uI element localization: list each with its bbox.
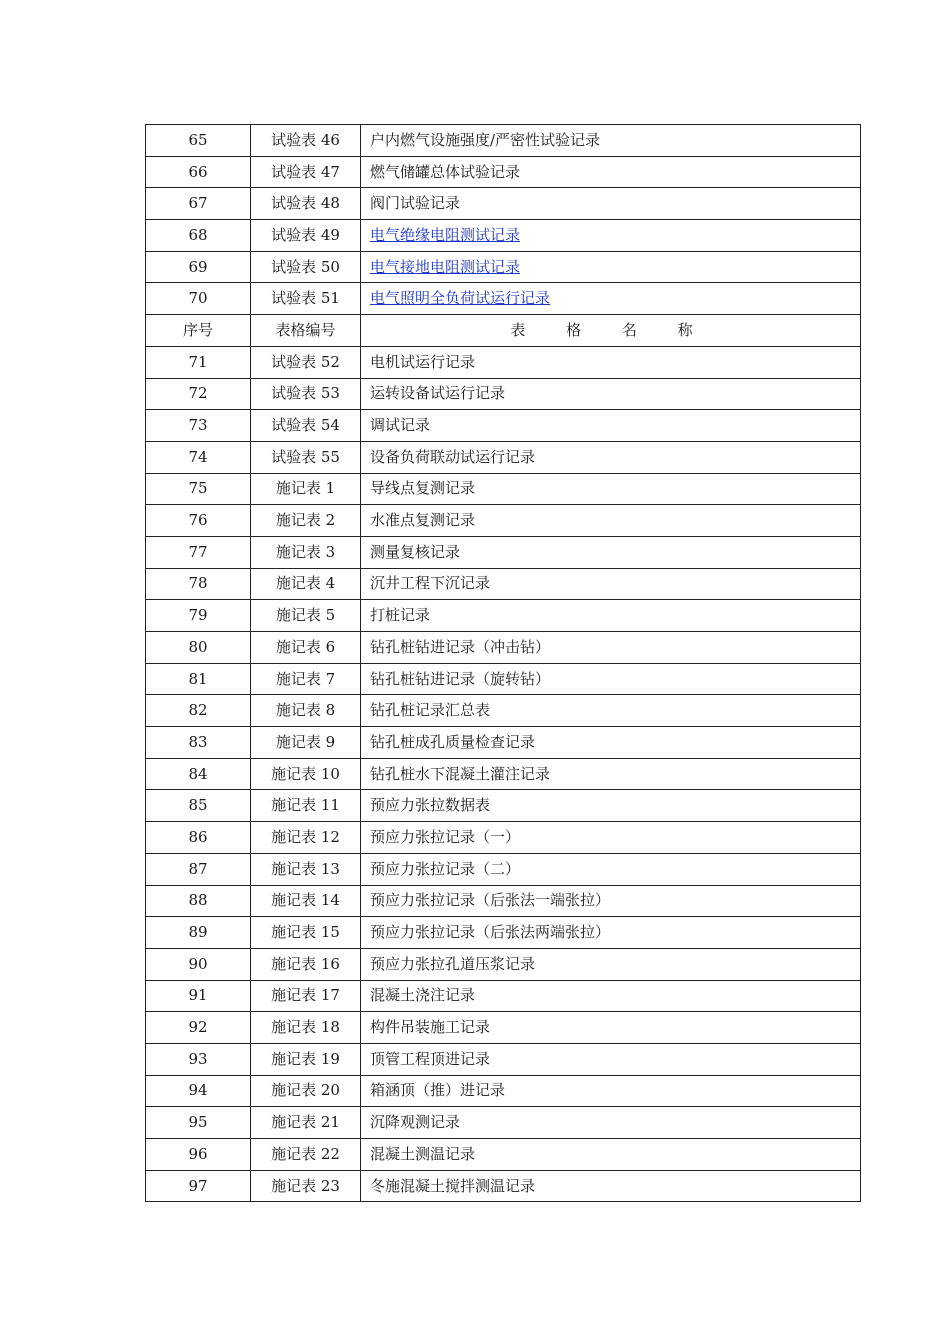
table-body-bottom [146, 346, 861, 1202]
row-form-name: 水准点复测记录 [361, 505, 861, 537]
row-number: 95 [146, 1107, 251, 1139]
row-number: 76 [146, 505, 251, 537]
row-form-code: 施记表 15 [251, 917, 361, 949]
form-name-link[interactable]: 电气接地电阻测试记录 [370, 257, 521, 276]
row-form-code: 试验表 46 [251, 125, 361, 157]
row-form-name: 调试记录 [361, 410, 861, 442]
table-row [146, 1012, 861, 1044]
table-row [146, 188, 861, 220]
row-form-code: 施记表 7 [251, 663, 361, 695]
row-form-name: 预应力张拉数据表 [361, 790, 861, 822]
row-form-name: 阀门试验记录 [361, 188, 861, 220]
row-form-name: 混凝土测温记录 [361, 1139, 861, 1171]
row-form-code: 施记表 2 [251, 505, 361, 537]
row-form-code: 施记表 22 [251, 1139, 361, 1171]
row-number: 72 [146, 378, 251, 410]
table-row [146, 283, 861, 315]
table-row [146, 441, 861, 473]
form-name-link[interactable]: 电气照明全负荷试运行记录 [370, 289, 551, 308]
row-number: 88 [146, 885, 251, 917]
row-number: 66 [146, 156, 251, 188]
row-form-code: 试验表 50 [251, 251, 361, 283]
row-number: 80 [146, 632, 251, 664]
table-row [146, 1107, 861, 1139]
table-row [146, 378, 861, 410]
row-form-code: 试验表 48 [251, 188, 361, 220]
row-form-name: 冬施混凝土搅拌测温记录 [361, 1170, 861, 1202]
row-form-name: 构件吊装施工记录 [361, 1012, 861, 1044]
row-form-name: 导线点复测记录 [361, 473, 861, 505]
row-number: 84 [146, 758, 251, 790]
row-form-code: 施记表 4 [251, 568, 361, 600]
row-form-name: 顶管工程顶进记录 [361, 1043, 861, 1075]
row-number: 74 [146, 441, 251, 473]
row-number: 67 [146, 188, 251, 220]
row-number: 69 [146, 251, 251, 283]
row-form-name: 燃气储罐总体试验记录 [361, 156, 861, 188]
row-form-name-cell [361, 220, 861, 252]
row-form-code: 试验表 53 [251, 378, 361, 410]
row-number: 78 [146, 568, 251, 600]
row-number: 94 [146, 1075, 251, 1107]
row-form-name: 预应力张拉记录（一） [361, 822, 861, 854]
row-number: 93 [146, 1043, 251, 1075]
row-number: 79 [146, 600, 251, 632]
row-number: 85 [146, 790, 251, 822]
table-row [146, 156, 861, 188]
row-number: 77 [146, 536, 251, 568]
row-form-name: 钻孔桩钻进记录（冲击钻） [361, 632, 861, 664]
table-row [146, 885, 861, 917]
row-form-code: 施记表 17 [251, 980, 361, 1012]
row-form-name: 钻孔桩成孔质量检查记录 [361, 727, 861, 759]
row-form-name: 预应力张拉记录（后张法两端张拉） [361, 917, 861, 949]
header-code: 表格编号 [251, 315, 361, 347]
table-body-top [146, 125, 861, 315]
row-form-code: 施记表 13 [251, 853, 361, 885]
header-name: 表 格 名 称 [361, 315, 861, 347]
header-no: 序号 [146, 315, 251, 347]
row-number: 71 [146, 346, 251, 378]
table-row [146, 251, 861, 283]
table-row [146, 632, 861, 664]
row-form-code: 施记表 1 [251, 473, 361, 505]
row-number: 70 [146, 283, 251, 315]
row-form-name: 预应力张拉孔道压浆记录 [361, 948, 861, 980]
row-form-name: 钻孔桩钻进记录（旋转钻） [361, 663, 861, 695]
row-form-name: 预应力张拉记录（后张法一端张拉） [361, 885, 861, 917]
row-form-code: 施记表 6 [251, 632, 361, 664]
row-number: 92 [146, 1012, 251, 1044]
table-row [146, 917, 861, 949]
row-number: 75 [146, 473, 251, 505]
row-form-code: 施记表 3 [251, 536, 361, 568]
table-row [146, 600, 861, 632]
table-row [146, 948, 861, 980]
row-number: 86 [146, 822, 251, 854]
table-row [146, 346, 861, 378]
row-form-name: 设备负荷联动试运行记录 [361, 441, 861, 473]
table-row [146, 220, 861, 252]
table-row [146, 1139, 861, 1171]
row-number: 68 [146, 220, 251, 252]
row-form-name: 预应力张拉记录（二） [361, 853, 861, 885]
table-row [146, 695, 861, 727]
table-row [146, 853, 861, 885]
row-form-code: 试验表 52 [251, 346, 361, 378]
table-row [146, 1170, 861, 1202]
form-index-table [145, 124, 861, 1202]
row-form-name: 电机试运行记录 [361, 346, 861, 378]
row-form-code: 试验表 54 [251, 410, 361, 442]
table-row [146, 1043, 861, 1075]
form-name-link[interactable]: 电气绝缘电阻测试记录 [370, 225, 521, 244]
table-header-row-group [146, 315, 861, 347]
row-form-code: 施记表 5 [251, 600, 361, 632]
row-number: 82 [146, 695, 251, 727]
row-form-code: 试验表 47 [251, 156, 361, 188]
row-form-code: 施记表 18 [251, 1012, 361, 1044]
row-form-code: 施记表 9 [251, 727, 361, 759]
row-form-code: 施记表 14 [251, 885, 361, 917]
table-row [146, 727, 861, 759]
row-number: 83 [146, 727, 251, 759]
table-row [146, 473, 861, 505]
row-form-name: 钻孔桩水下混凝土灌注记录 [361, 758, 861, 790]
row-form-name-cell [361, 283, 861, 315]
table-row [146, 663, 861, 695]
row-number: 90 [146, 948, 251, 980]
table-row [146, 410, 861, 442]
row-form-code: 施记表 8 [251, 695, 361, 727]
row-form-code: 试验表 49 [251, 220, 361, 252]
table-row [146, 536, 861, 568]
row-number: 91 [146, 980, 251, 1012]
table-row [146, 505, 861, 537]
row-form-name: 运转设备试运行记录 [361, 378, 861, 410]
row-form-code: 施记表 16 [251, 948, 361, 980]
row-form-name-cell [361, 251, 861, 283]
row-form-code: 试验表 55 [251, 441, 361, 473]
table-row [146, 125, 861, 157]
row-form-name: 户内燃气设施强度/严密性试验记录 [361, 125, 861, 157]
row-number: 89 [146, 917, 251, 949]
row-number: 97 [146, 1170, 251, 1202]
row-form-name: 沉井工程下沉记录 [361, 568, 861, 600]
table-row [146, 568, 861, 600]
row-form-name: 测量复核记录 [361, 536, 861, 568]
row-form-name: 打桩记录 [361, 600, 861, 632]
row-form-code: 施记表 12 [251, 822, 361, 854]
row-form-code: 施记表 21 [251, 1107, 361, 1139]
row-form-code: 施记表 23 [251, 1170, 361, 1202]
row-form-code: 试验表 51 [251, 283, 361, 315]
table-row [146, 790, 861, 822]
row-form-name: 混凝土浇注记录 [361, 980, 861, 1012]
table-row [146, 1075, 861, 1107]
row-form-code: 施记表 20 [251, 1075, 361, 1107]
row-form-code: 施记表 19 [251, 1043, 361, 1075]
row-number: 81 [146, 663, 251, 695]
row-number: 96 [146, 1139, 251, 1171]
row-number: 65 [146, 125, 251, 157]
table-row [146, 980, 861, 1012]
row-form-name: 沉降观测记录 [361, 1107, 861, 1139]
row-form-name: 钻孔桩记录汇总表 [361, 695, 861, 727]
row-number: 87 [146, 853, 251, 885]
row-form-code: 施记表 11 [251, 790, 361, 822]
row-form-code: 施记表 10 [251, 758, 361, 790]
row-number: 73 [146, 410, 251, 442]
table-row [146, 822, 861, 854]
table-row [146, 758, 861, 790]
row-form-name: 箱涵顶（推）进记录 [361, 1075, 861, 1107]
table-header-row [146, 315, 861, 347]
